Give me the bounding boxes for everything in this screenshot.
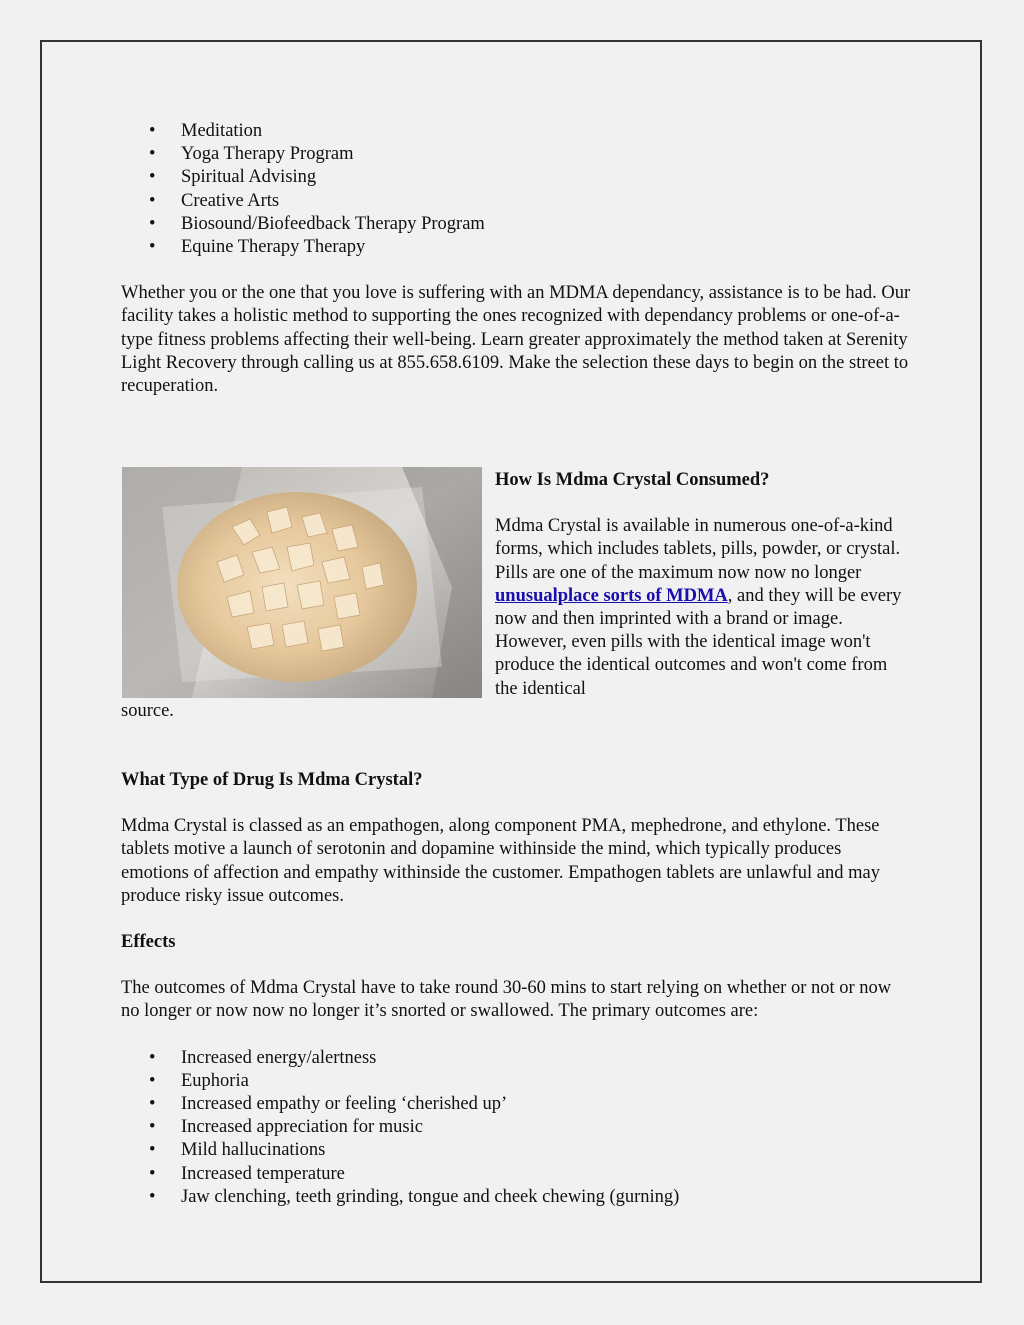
crystal-photo bbox=[122, 467, 482, 698]
list-item: • Meditation bbox=[121, 120, 911, 143]
drug-type-heading: What Type of Drug Is Mdma Crystal? bbox=[121, 770, 423, 790]
consumed-paragraph-tail: source. bbox=[121, 701, 174, 721]
consumed-text-after-link: , and they will be every now and then imprinted with a brand or image. However, even pills with the identical image won't produce the identical outcomes and won't come from the identical bbox=[495, 585, 902, 699]
therapy-list bbox=[121, 120, 911, 259]
list-item: • Increased appreciation for music bbox=[121, 1116, 911, 1139]
list-item: • Spiritual Advising bbox=[121, 166, 911, 189]
intro-paragraph: Whether you or the one that you love is suffering with an MDMA dependancy, assistance is to be had. Our facility takes a holistic method to supporting the ones recognized with dependancy problems or one-of-a-type fitness problems affecting their well-being. Learn greater approximately the method taken at Serenity Light Recovery through calling us at 855.658.6109. Make the selection these days to begin on the street to recuperation. bbox=[121, 283, 911, 397]
list-item: • Creative Arts bbox=[121, 190, 911, 213]
list-item: • Equine Therapy Therapy bbox=[121, 236, 911, 259]
list-item: • Increased empathy or feeling ‘cherished up’ bbox=[121, 1093, 911, 1116]
list-item: • Yoga Therapy Program bbox=[121, 143, 911, 166]
effects-heading: Effects bbox=[121, 932, 176, 953]
consumed-text-before-link: Mdma Crystal is available in numerous one-of-a-kind forms, which includes tablets, pills, powder, or crystal. Pills are one of the maximum now now no longer bbox=[495, 516, 901, 583]
list-item: • Jaw clenching, teeth grinding, tongue and cheek chewing (gurning) bbox=[121, 1186, 911, 1209]
effects-list bbox=[121, 1047, 911, 1209]
list-item: • Increased temperature bbox=[121, 1163, 911, 1186]
lower-content bbox=[121, 746, 911, 1209]
list-item: • Biosound/Biofeedback Therapy Program bbox=[121, 213, 911, 236]
mdma-sorts-link[interactable]: unusualplace sorts of MDMA bbox=[495, 585, 728, 606]
consumed-paragraph bbox=[495, 515, 905, 701]
list-item: • Increased energy/alertness bbox=[121, 1047, 911, 1070]
drug-type-paragraph: Mdma Crystal is classed as an empathogen, along component PMA, mephedrone, and ethylone. These tablets motive a launch of serotonin and dopamine withinside the mind, which typically produces emotions of affection and empathy withinside the customer. Empathogen tablets are unlawful and may produce risky issue outcomes. bbox=[121, 816, 880, 906]
consumed-section bbox=[495, 469, 905, 701]
list-item: • Euphoria bbox=[121, 1070, 911, 1093]
top-content bbox=[121, 120, 911, 398]
consumed-heading: How Is Mdma Crystal Consumed? bbox=[495, 470, 770, 490]
effects-paragraph: The outcomes of Mdma Crystal have to take round 30-60 mins to start relying on whether or not or now no longer or now now no longer it’s snorted or swallowed. The primary outcomes are: bbox=[121, 978, 892, 1022]
list-item: • Mild hallucinations bbox=[121, 1139, 911, 1162]
